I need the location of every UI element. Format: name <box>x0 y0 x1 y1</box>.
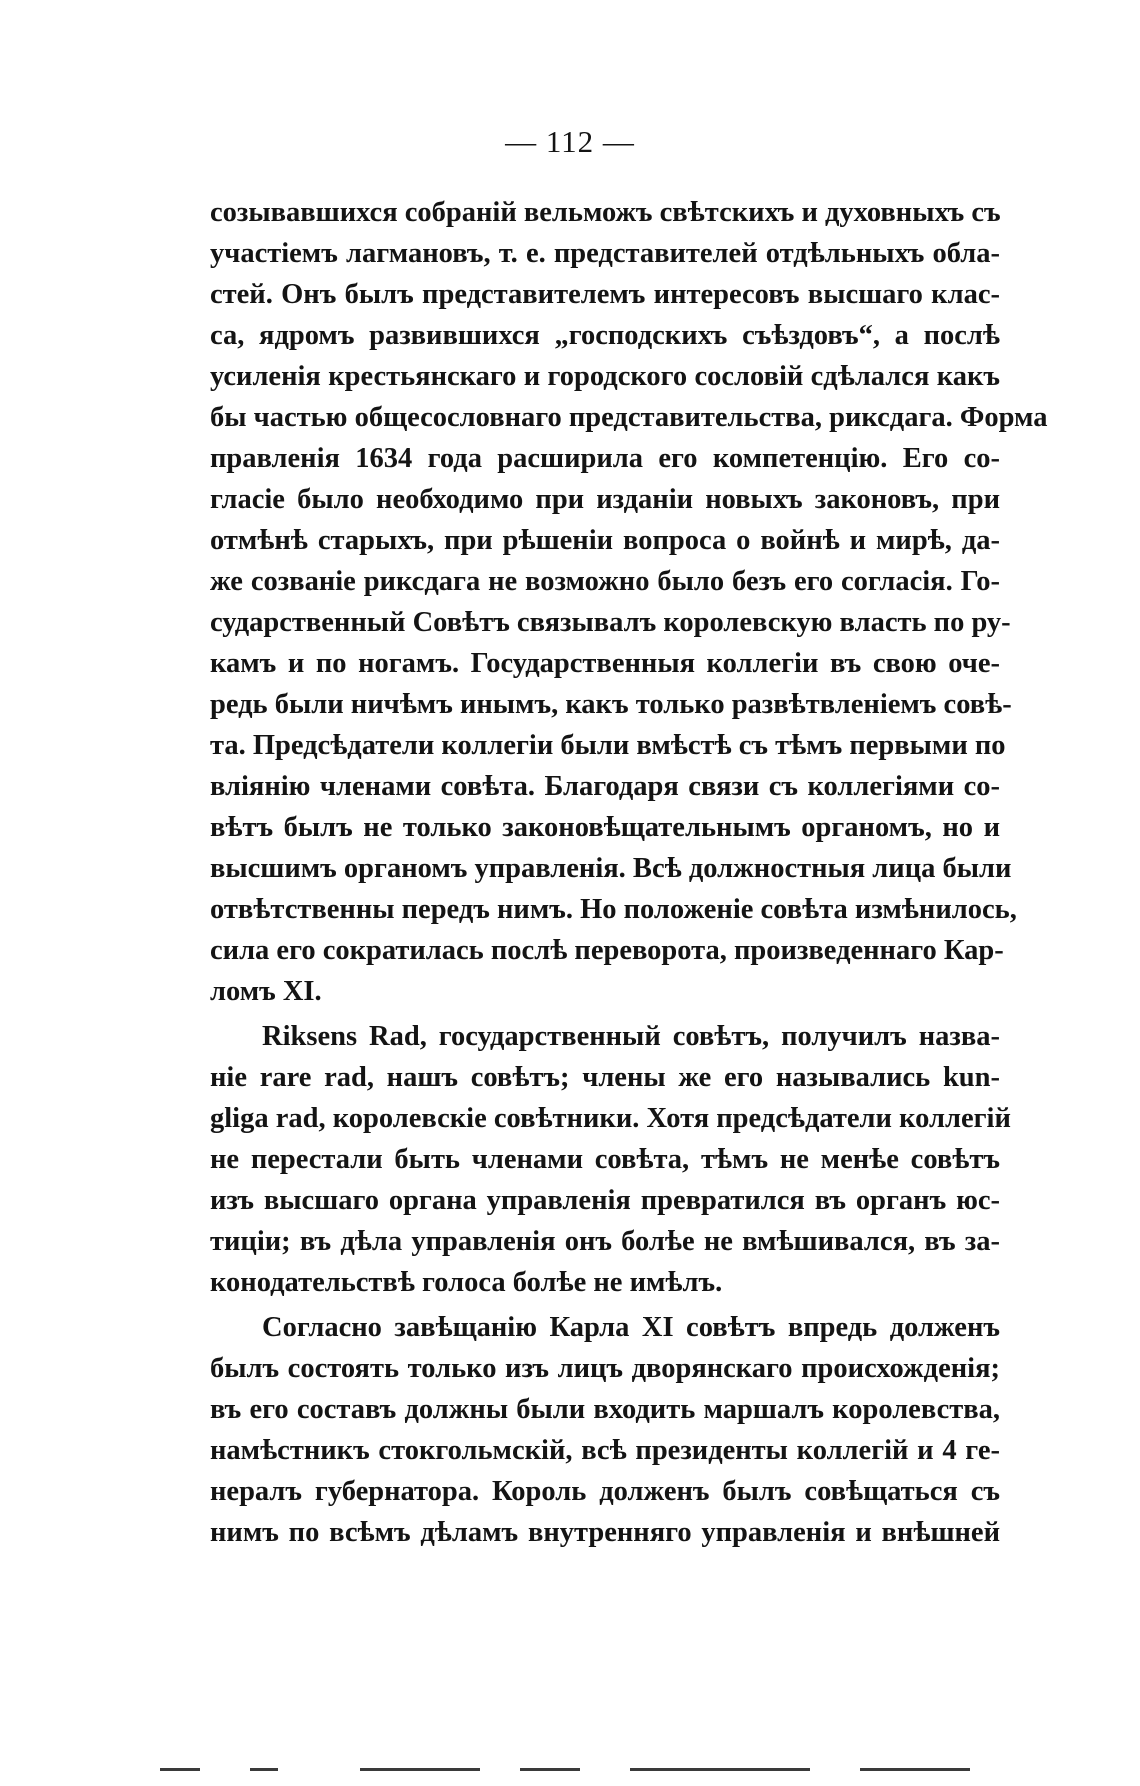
text-line: участіемъ лагмановъ, т. е. представителей отдѣльныхъ обла- <box>210 238 1000 269</box>
text-line: высшимъ органомъ управленія. Всѣ должностныя лица были <box>210 853 1012 884</box>
text-line: та. Предсѣдатели коллегіи были вмѣстѣ съ тѣмъ первыми по <box>210 730 1006 761</box>
text-line: бы частью общесословнаго представительства, риксдага. Форма <box>210 402 1048 433</box>
text-line: ніе rare rad, нашъ совѣтъ; члены же его назывались kun- <box>210 1062 1000 1093</box>
text-line: вѣтъ былъ не только законовѣщательнымъ органомъ, но и <box>210 812 1000 843</box>
text-line: не перестали быть членами совѣта, тѣмъ не менѣе совѣтъ <box>210 1144 1000 1175</box>
text-line: въ его составъ должны были входить маршалъ королевства, <box>210 1394 1000 1425</box>
text-line: нимъ по всѣмъ дѣламъ внутренняго управленія и внѣшней <box>210 1517 1000 1548</box>
text-line: изъ высшаго органа управленія превратился въ органъ юс- <box>210 1185 1000 1216</box>
page-number: — 112 — <box>505 124 635 159</box>
text-line: нералъ губернатора. Король долженъ былъ совѣщаться съ <box>210 1476 1000 1507</box>
text-line: Согласно завѣщанію Карла XI совѣтъ впредь долженъ <box>262 1312 1000 1343</box>
text-line: созывавшихся собраній вельможъ свѣтскихъ и духовныхъ съ <box>210 197 1001 228</box>
text-line: gliga rad, королевскіе совѣтники. Хотя предсѣдатели коллегій <box>210 1103 1011 1134</box>
text-line: камъ и по ногамъ. Государственныя коллегіи въ свою оче- <box>210 648 1000 679</box>
scan-artifact-line <box>160 1768 1020 1772</box>
text-line: правленія 1634 года расширила его компетенцію. Его со- <box>210 443 1000 474</box>
text-line: редь были ничѣмъ инымъ, какъ только развѣтвленіемъ совѣ- <box>210 689 1012 720</box>
text-line: намѣстникъ стокгольмскій, всѣ президенты коллегій и 4 ге- <box>210 1435 1000 1466</box>
text-line: вліянію членами совѣта. Благодаря связи съ коллегіями со- <box>210 771 1000 802</box>
text-line: тиціи; въ дѣла управленія онъ болѣе не вмѣшивался, въ за- <box>210 1226 1000 1257</box>
text-line: же созваніе риксдага не возможно было безъ его согласія. Го- <box>210 566 1000 597</box>
text-line: конодательствѣ голоса болѣе не имѣлъ. <box>210 1267 723 1298</box>
text-line: стей. Онъ былъ представителемъ интересовъ высшаго клас- <box>210 279 1000 310</box>
text-line: былъ состоять только изъ лицъ дворянскаго происхожденія; <box>210 1353 1000 1384</box>
text-line: сударственный Совѣтъ связывалъ королевскую власть по ру- <box>210 607 1011 638</box>
text-line: Riksens Rad, государственный совѣтъ, получилъ назва- <box>262 1021 1000 1052</box>
text-line: сила его сократилась послѣ переворота, произведеннаго Кар- <box>210 935 1004 966</box>
body-text <box>210 192 1048 1553</box>
text-line: усиленія крестьянскаго и городского сословій сдѣлался какъ <box>210 361 1000 392</box>
text-line: са, ядромъ развившихся „господскихъ съѣздовъ“, а послѣ <box>210 320 1000 351</box>
text-line: гласіе было необходимо при изданіи новыхъ законовъ, при <box>210 484 1000 515</box>
text-line: ломъ XI. <box>210 976 322 1007</box>
text-line: отмѣнѣ старыхъ, при рѣшеніи вопроса о войнѣ и мирѣ, да- <box>210 525 1000 556</box>
text-line: отвѣтственны передъ нимъ. Но положеніе совѣта измѣнилось, <box>210 894 1017 925</box>
